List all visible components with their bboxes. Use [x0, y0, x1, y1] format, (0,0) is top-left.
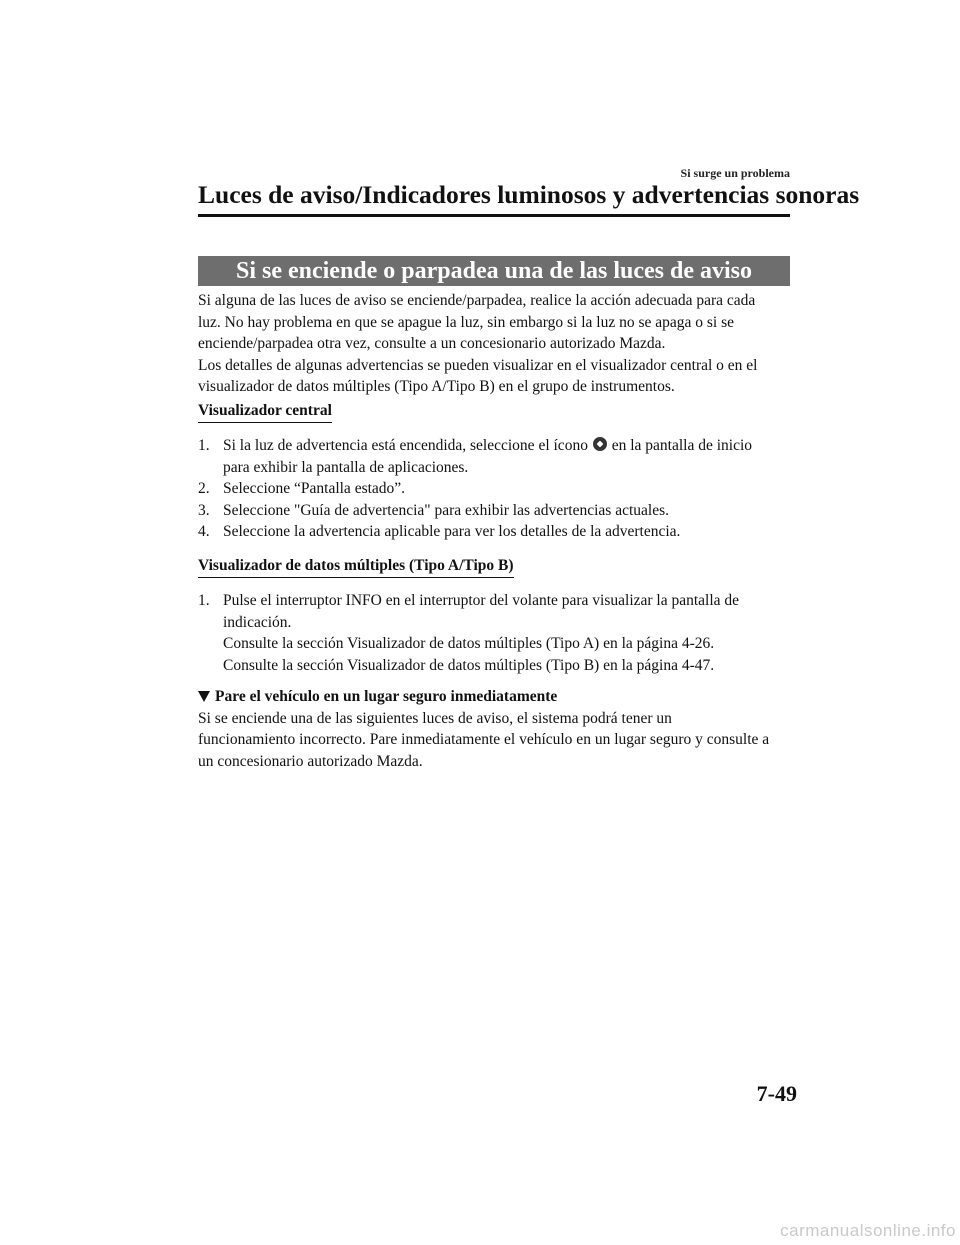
step-text: Pulse el interruptor INFO en el interruptor del volante para visualizar la pantalla de — [223, 592, 740, 609]
step-text: Seleccione “Pantalla estado”. — [223, 480, 406, 497]
step-text: en la pantalla de inicio — [611, 437, 753, 454]
intro-paragraph — [198, 290, 798, 398]
step-text: para exhibir la pantalla de aplicaciones. — [223, 458, 469, 476]
step-number: 2. — [198, 480, 210, 497]
list-item — [198, 435, 798, 478]
list-item — [198, 500, 798, 522]
triangle-down-icon — [198, 691, 210, 702]
intro-line: Los detalles de algunas advertencias se pueden visualizar en el visualizador central o en el — [198, 356, 758, 374]
step-number: 1. — [198, 592, 210, 609]
step-text: Seleccione "Guía de advertencia" para exhibir las advertencias actuales. — [223, 501, 670, 519]
caution-line: funcionamiento incorrecto. Pare inmediatamente el vehículo en un lugar seguro y consulte a — [198, 731, 770, 748]
step-number: 3. — [198, 501, 210, 519]
caution-line: Si se enciende una de las siguientes luces de aviso, el sistema podrá tener un — [198, 709, 672, 727]
intro-line: visualizador de datos múltiples (Tipo A/Tipo B) en el grupo de instrumentos. — [198, 378, 675, 395]
step-number: 1. — [198, 437, 210, 454]
page-title: Si se enciende o parpadea una de las luces de aviso — [198, 256, 790, 286]
caution-line: un concesionario autorizado Mazda. — [198, 752, 423, 770]
multi-display-heading: Visualizador de datos múltiples (Tipo A/Tipo B) — [198, 555, 514, 579]
applications-icon — [593, 437, 607, 451]
content — [198, 290, 798, 772]
header-rule — [198, 214, 790, 217]
multi-display-steps — [198, 590, 798, 676]
watermark: carmanualsonline.info — [780, 1221, 956, 1240]
intro-line: luz. No hay problema en que se apague la luz, sin embargo si la luz no se apaga o si se — [198, 313, 735, 331]
list-item — [198, 478, 798, 500]
central-display-heading: Visualizador central — [198, 400, 332, 424]
step-text: indicación. — [223, 613, 292, 631]
list-item — [198, 521, 798, 543]
page-number: 7-49 — [756, 1081, 797, 1106]
intro-line: enciende/parpadea otra vez, consulte a un concesionario autorizado Mazda. — [198, 335, 666, 352]
central-display-steps — [198, 435, 798, 543]
step-text: Consulte la sección Visualizador de datos múltiples (Tipo B) en la página 4-47. — [223, 656, 715, 674]
step-text: Consulte la sección Visualizador de datos múltiples (Tipo A) en la página 4-26. — [223, 635, 715, 652]
caution-paragraph — [198, 708, 798, 773]
step-text: Seleccione la advertencia aplicable para ver los detalles de la advertencia. — [223, 523, 681, 540]
section-header: Luces de aviso/Indicadores luminosos y advertencias sonoras — [198, 180, 860, 209]
step-text: Si la luz de advertencia está encendida, seleccione el ícono — [223, 437, 588, 454]
intro-line: Si alguna de las luces de aviso se enciende/parpadea, realice la acción adecuada para cada — [198, 292, 756, 309]
caution-heading — [198, 686, 798, 708]
list-item — [198, 590, 798, 676]
step-number: 4. — [198, 523, 210, 540]
chapter-label: Si surge un problema — [680, 166, 790, 180]
caution-heading-text: Pare el vehículo en un lugar seguro inmediatamente — [215, 688, 558, 705]
